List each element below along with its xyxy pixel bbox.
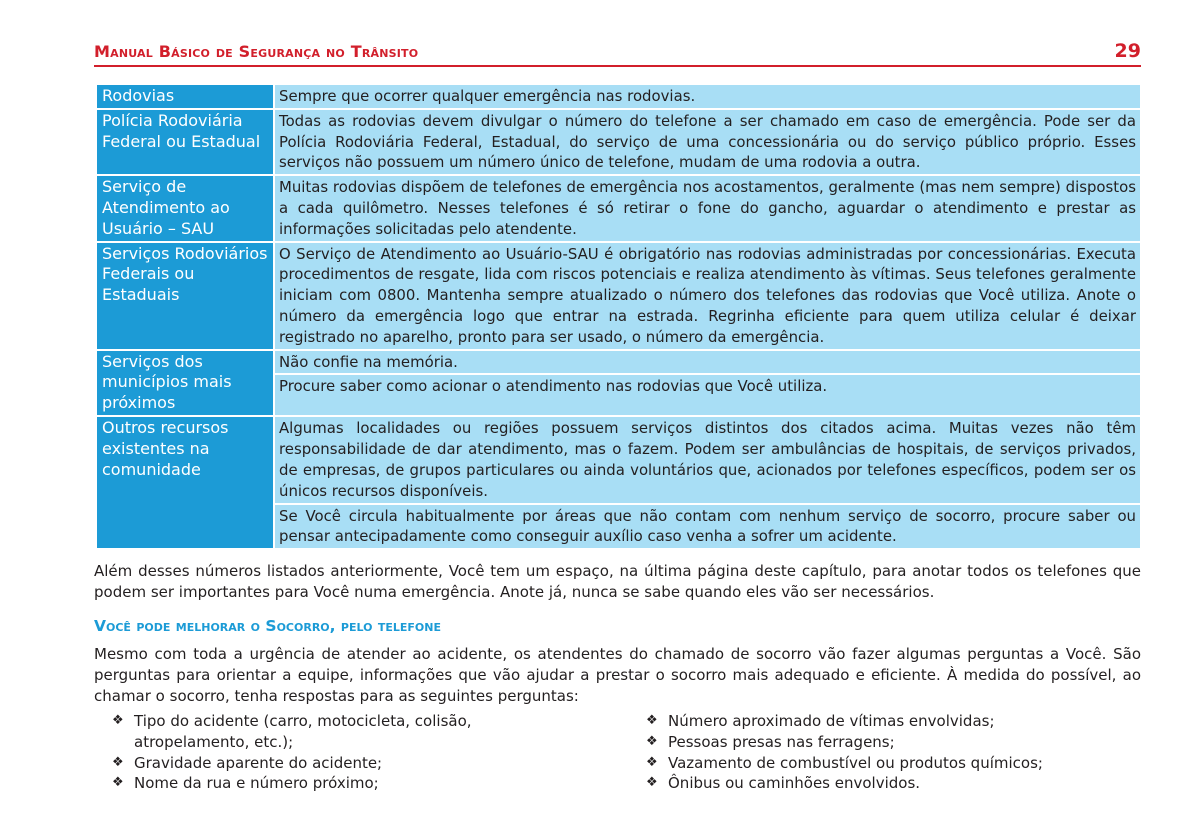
table-row [96, 416, 1141, 503]
after-table-paragraph: Além desses números listados anteriormente, Você tem um espaço, na última página deste capítulo, para anotar todos os telefones que podem ser importantes para Você numa emergência. Anote já, nunca se sabe quando eles vão ser necessários. [94, 562, 1141, 601]
row-description: Não confie na memória. [274, 350, 1141, 375]
row-description: Algumas localidades ou regiões possuem serviços distintos dos citados acima. Muitas vezes não têm responsabilidade de dar atendimento, mas o fazem. Podem ser ambulâncias de hospitais, de serviços privados, de empresas, de grupos particulares ou ainda voluntários que, acionados por telefones específicos, podem ser os únicos recursos disponíveis. [274, 416, 1141, 503]
diamond-bullet-icon: ❖ [112, 775, 124, 791]
diamond-bullet-icon: ❖ [646, 775, 658, 791]
question-list-left [112, 711, 532, 794]
question-list-right [646, 711, 1106, 794]
list-item [646, 732, 1106, 753]
row-description: Procure saber como acionar o atendimento nas rodovias que Você utiliza. [274, 374, 1141, 416]
page-header [94, 40, 1141, 62]
diamond-bullet-icon: ❖ [646, 713, 658, 728]
row-category: Rodovias [96, 84, 274, 109]
list-item [112, 753, 532, 774]
list-item [112, 773, 532, 794]
row-category: Serviços Rodoviários Federais ou Estaduais [96, 242, 274, 350]
diamond-bullet-icon: ❖ [646, 754, 658, 770]
row-category: Outros recursos existentes na comunidade [96, 416, 274, 549]
list-item [646, 711, 1106, 732]
table-row [96, 109, 1141, 175]
emergency-services-table [95, 83, 1142, 550]
running-title: Manual Básico de Segurança no Trânsito [94, 42, 419, 61]
list-item-text: Gravidade aparente do acidente; [134, 753, 383, 772]
table-row [96, 242, 1141, 350]
list-item-text: Tipo do acidente (carro, motocicleta, colisão, atropelamento, etc.); [134, 712, 472, 751]
header-divider [94, 65, 1141, 67]
list-item-text: Pessoas presas nas ferragens; [668, 732, 895, 751]
diamond-bullet-icon: ❖ [646, 733, 658, 749]
row-description: O Serviço de Atendimento ao Usuário-SAU é obrigatório nas rodovias administradas por concessionárias. Executa procedimentos de resgate, lida com riscos potenciais e realiza atendimento às vítimas. Seus telefones geralmente iniciam com 0800. Mantenha sempre atualizado o número dos telefones das rodovias que Você utiliza. Anote o número da emergência logo que entrar na estrada. Regrinha eficiente para quem utiliza celular é deixar registrado no aparelho, pronto para ser usado, o número da emergência. [274, 242, 1141, 350]
list-item-text: Ônibus ou caminhões envolvidos. [668, 774, 921, 793]
section-heading: Você pode melhorar o Socorro, pelo telefone [94, 617, 441, 635]
list-item-text: Vazamento de combustível ou produtos químicos; [668, 753, 1043, 772]
list-item-text: Nome da rua e número próximo; [134, 774, 379, 793]
row-category: Serviço de Atendimento ao Usuário – SAU [96, 175, 274, 241]
table-row [96, 175, 1141, 241]
row-category: Polícia Rodoviária Federal ou Estadual [96, 109, 274, 175]
row-description: Todas as rodovias devem divulgar o número do telefone a ser chamado em caso de emergência. Pode ser da Polícia Rodoviária Federal, Estadual, do serviço de uma concessionária ou do serviço público próprio. Esses serviços não possuem um número único de telefone, mudam de uma rodovia a outra. [274, 109, 1141, 175]
row-description: Sempre que ocorrer qualquer emergência nas rodovias. [274, 84, 1141, 109]
list-item-text: Número aproximado de vítimas envolvidas; [668, 712, 995, 730]
diamond-bullet-icon: ❖ [112, 754, 124, 770]
list-item [112, 711, 532, 753]
row-category: Serviços dos municípios mais próximos [96, 350, 274, 417]
row-description: Se Você circula habitualmente por áreas que não contam com nenhum serviço de socorro, procure saber ou pensar antecipadamente como conseguir auxílio caso venha a sofrer um acidente. [274, 504, 1141, 550]
row-description: Muitas rodovias dispõem de telefones de emergência nos acostamentos, geralmente (mas nem sempre) dispostos a cada quilômetro. Nesses telefones é só retirar o fone do gancho, aguardar o atendimento e prestar as informações solicitadas pelo atendente. [274, 175, 1141, 241]
page-number: 29 [1114, 40, 1141, 62]
section-intro: Mesmo com toda a urgência de atender ao acidente, os atendentes do chamado de socorro vão fazer algumas perguntas a Você. São perguntas para orientar a equipe, informações que vão ajudar a prestar o socorro mais adequado e eficiente. À medida do possível, ao chamar o socorro, tenha respostas para as seguintes perguntas: [94, 645, 1141, 705]
table-row [96, 84, 1141, 109]
list-item [646, 753, 1106, 774]
table-row [96, 350, 1141, 375]
list-item [646, 773, 1106, 794]
diamond-bullet-icon: ❖ [112, 713, 124, 728]
